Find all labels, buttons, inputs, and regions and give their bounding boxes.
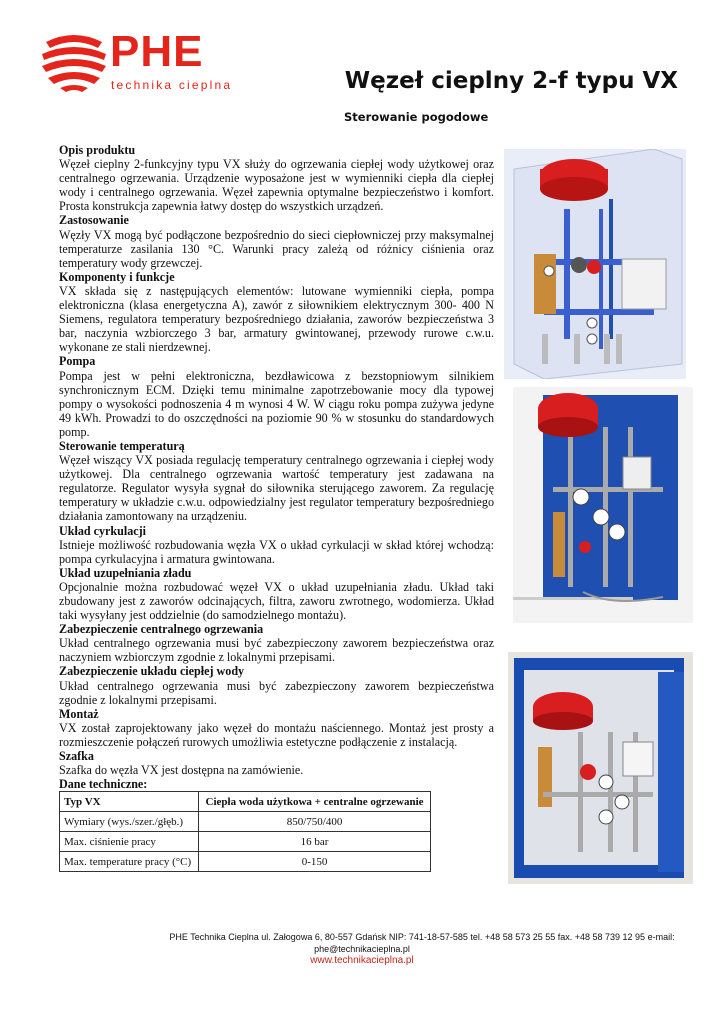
section-heading: Zabezpieczenie centralnego ogrzewania [59, 622, 264, 637]
page-title: Węzeł cieplny 2-f typu VX [344, 68, 678, 94]
section-heading: Zabezpieczenie układu ciepłej wody [59, 664, 245, 679]
section-heading: Komponenty i funkcje [59, 269, 175, 284]
product-description [59, 143, 494, 791]
page-subtitle: Sterowanie pogodowe [344, 110, 489, 124]
table-cell: 0-150 [199, 852, 431, 872]
table-cell: Max. ciśnienie pracy [60, 832, 199, 852]
section-heading: Dane techniczne: [59, 777, 148, 792]
section-text: Istnieje możliwość rozbudowania węzła VX o układ cyrkulacji w skład której wchodzą: pompa cyrkulacyjna i armatura gwintowana. [59, 537, 494, 566]
table-header-row [60, 792, 431, 812]
section-text: Węzeł wiszący VX posiada regulację temperatury centralnego ogrzewania i ciepłej wody użytkowej. Dla centralnego ogrzewania wartość temperatury jest zadawana na regulatorze. Regulator wysyła sygnał do siłownika sterującego zaworem. Za regulację temperatury w układzie c.w.u. odpowiedzialny jest regulator temperatury bezpośredniego działania zamontowany na urządzeniu. [59, 453, 494, 524]
section-heading: Montaż [59, 706, 99, 721]
section-text: VX został zaprojektowany jako węzeł do montażu naściennego. Montaż jest prosty a rozmieszczenie połączeń rurowych umożliwia estetyczne podłączenie z instalacją. [59, 720, 494, 749]
logo-swirl-icon [42, 24, 106, 92]
section-heading: Sterowanie temperaturą [59, 438, 185, 453]
table-row [60, 812, 431, 832]
technical-data-table [59, 791, 431, 872]
section-text: Węzły VX mogą być podłączone bezpośrednio do sieci ciepłowniczej przy maksymalnej temperaturze zasilania 130 °C. Warunki pracy zależą od różnicy ciśnienia oraz temperatury wody grzewczej. [59, 227, 494, 270]
section-text: Szafka do węzła VX jest dostępna na zamówienie. [59, 763, 304, 778]
table-cell: Wymiary (wys./szer./głęb.) [60, 812, 199, 832]
table-header-cell: Ciepła woda użytkowa + centralne ogrzewanie [199, 792, 431, 812]
table-row [60, 852, 431, 872]
section-text: Układ centralnego ogrzewania musi być zabezpieczony zaworem bezpieczeństwa zgodnie z lokalnymi przepisami. [59, 678, 494, 707]
product-photo-cabinet [508, 652, 693, 884]
section-heading: Szafka [59, 749, 94, 764]
section-text: Opcjonalnie można rozbudować węzeł VX o układ uzupełniania zładu. Układ taki zbudowany jest z zaworów odcinających, filtra, zaworu zwrotnego, wodomierza. Układ taki wysyłany jest oddzielnie (do samodzielnego montażu). [59, 579, 494, 623]
logo-subtitle: technika cieplna [111, 78, 233, 92]
section-heading: Układ cyrkulacji [59, 523, 147, 538]
footer-address: PHE Technika Cieplna ul. Załogowa 6, 80-557 Gdańsk NIP: 741-18-57-585 tel. +48 58 573 25 55 fax. +48 58 739 12 95 e-mail: [169, 932, 675, 942]
section-heading: Opis produktu [59, 143, 136, 157]
product-render-image [504, 149, 686, 379]
page-footer [0, 931, 724, 967]
table-cell: 850/750/400 [199, 812, 431, 832]
table-row [60, 832, 431, 852]
section-heading: Pompa [59, 354, 96, 369]
logo-wordmark: PHE [110, 27, 204, 76]
table-cell: Max. temperature pracy (°C) [60, 852, 199, 872]
section-text: Węzeł cieplny 2-funkcyjny typu VX służy do ogrzewania ciepłej wody użytkowej oraz centralnego ogrzewania. Urządzenie wyposażone jest w wymienniki ciepła dla ciepłej wody i centralnego ogrzewania. Węzeł zapewnia optymalne bezpieczeństwo i komfort. Prosta konstrukcja zapewnia łatwy dostęp do wszystkich urządzeń. [59, 157, 494, 214]
section-text: VX składa się z następujących elementów: lutowane wymienniki ciepła, pompa elektroniczna (klasa energetyczna A), zawór z siłownikiem elektrycznym 300- 400 N Siemens, regulatora temperatury bezpośredniego działania, zaworów bezpieczeństwa 3 bar, naczynia wzbiorczego 3 bar, armatury gwintowanej, przewody rurowe c.w.u. wykonane ze stali nierdzewnej. [59, 283, 494, 355]
section-heading: Zastosowanie [59, 213, 129, 228]
table-cell: 16 bar [199, 832, 431, 852]
table-header-cell: Typ VX [60, 792, 199, 812]
product-photo-wall [513, 387, 693, 623]
footer-website-link[interactable]: www.technikacieplna.pl [310, 955, 414, 966]
section-heading: Układ uzupełniania zładu [59, 565, 192, 580]
section-text: Układ centralnego ogrzewania musi być zabezpieczony zaworem bezpieczeństwa oraz naczyniem wzbiorczym zgodnie z lokalnymi przepisami. [59, 636, 494, 665]
section-text: Pompa jest w pełni elektroniczna, bezdławicowa z bezstopniowym silnikiem synchronicznym ECM. Dzięki temu minimalne zapotrzebowanie mocy dla typowej pompy o wysokości podnoszenia 4 m wynosi 4 W. W ciągu roku pompa zużywa jedyne 49 kWh. Prowadzi to do oszczędności na poziomie 90 % w stosunku do standardowych pomp. [59, 368, 494, 439]
footer-email: phe@technikacieplna.pl [314, 944, 410, 954]
